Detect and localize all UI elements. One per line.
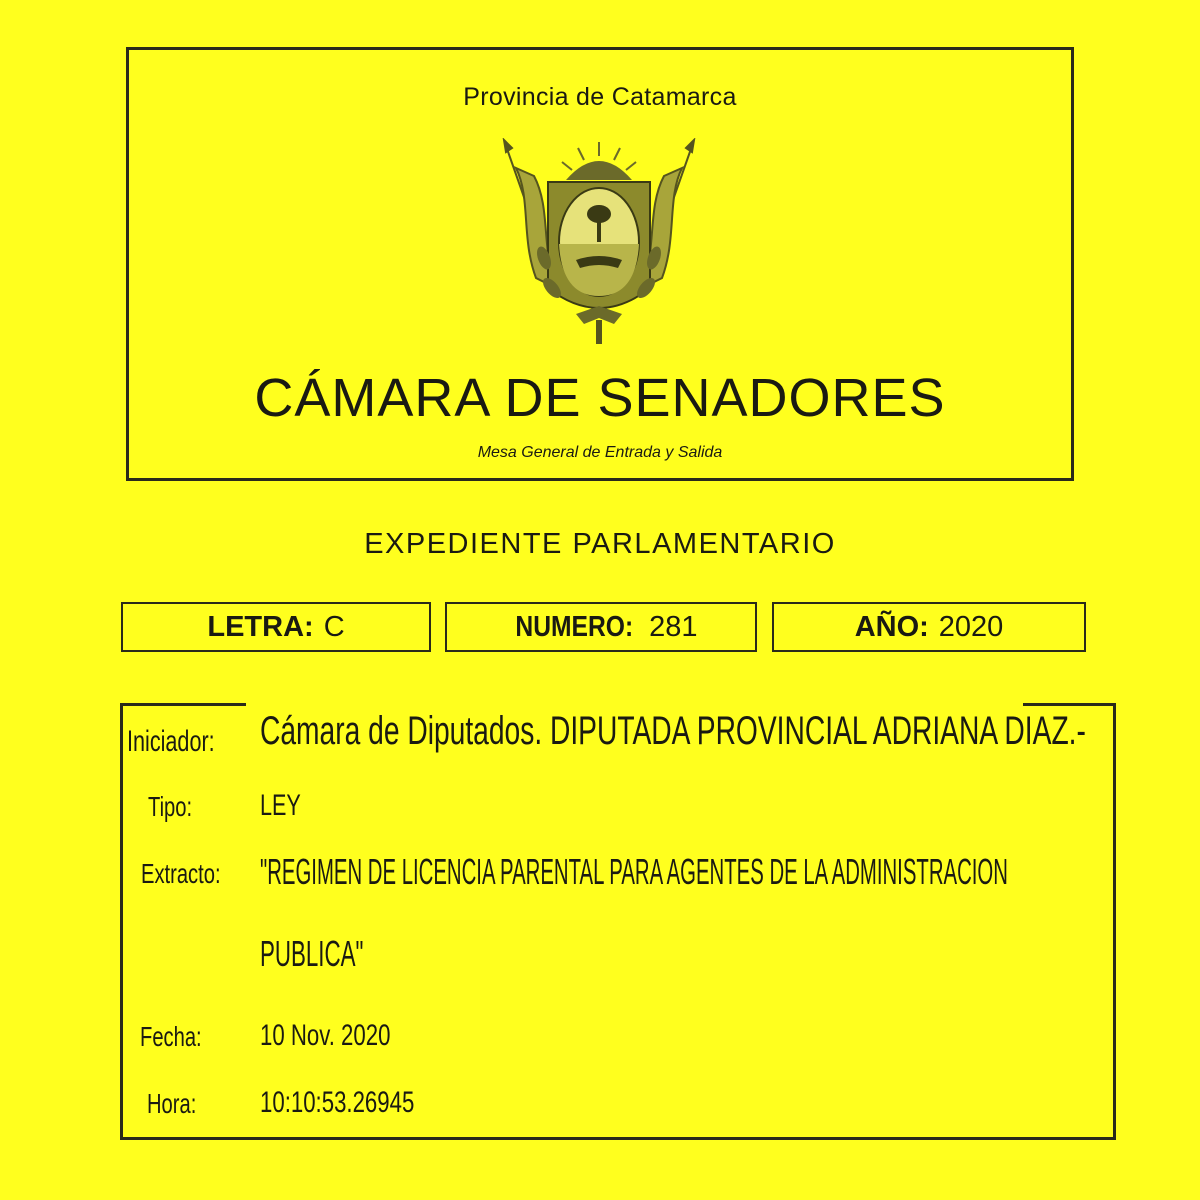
iniciador-value: Cámara de Diputados. DIPUTADA PROVINCIAL ADRIANA DIAZ.- bbox=[260, 709, 1086, 753]
anio-box bbox=[772, 602, 1086, 652]
extracto-line-2: PUBLICA" bbox=[260, 933, 364, 974]
letra-box bbox=[121, 602, 431, 652]
province-name: Provincia de Catamarca bbox=[463, 83, 737, 111]
hora-label: Hora: bbox=[147, 1088, 197, 1119]
mesa-subtitle: Mesa General de Entrada y Salida bbox=[477, 444, 723, 461]
anio-label: AÑO: bbox=[854, 610, 929, 643]
hora-value: 10:10:53.26945 bbox=[260, 1086, 415, 1119]
chamber-title: CÁMARA DE SENADORES bbox=[254, 368, 946, 428]
numero-box bbox=[445, 602, 757, 652]
tipo-label: Tipo: bbox=[148, 791, 193, 822]
extracto-label: Extracto: bbox=[141, 858, 221, 889]
letra-value: C bbox=[323, 610, 345, 643]
coat-of-arms-icon bbox=[496, 138, 702, 348]
numero-value: 281 bbox=[649, 610, 698, 643]
tipo-value: LEY bbox=[260, 789, 301, 822]
extracto-line-1: "REGIMEN DE LICENCIA PARENTAL PARA AGENTES DE LA ADMINISTRACION bbox=[260, 851, 1008, 892]
fecha-label: Fecha: bbox=[140, 1021, 202, 1052]
iniciador-label: Iniciador: bbox=[127, 725, 215, 758]
numero-label: NUMERO: bbox=[514, 610, 633, 643]
anio-value: 2020 bbox=[938, 610, 1004, 643]
fecha-value: 10 Nov. 2020 bbox=[260, 1019, 391, 1052]
document-type-heading: EXPEDIENTE PARLAMENTARIO bbox=[364, 528, 836, 560]
letra-label: LETRA: bbox=[207, 610, 314, 643]
details-frame bbox=[120, 705, 1116, 1140]
